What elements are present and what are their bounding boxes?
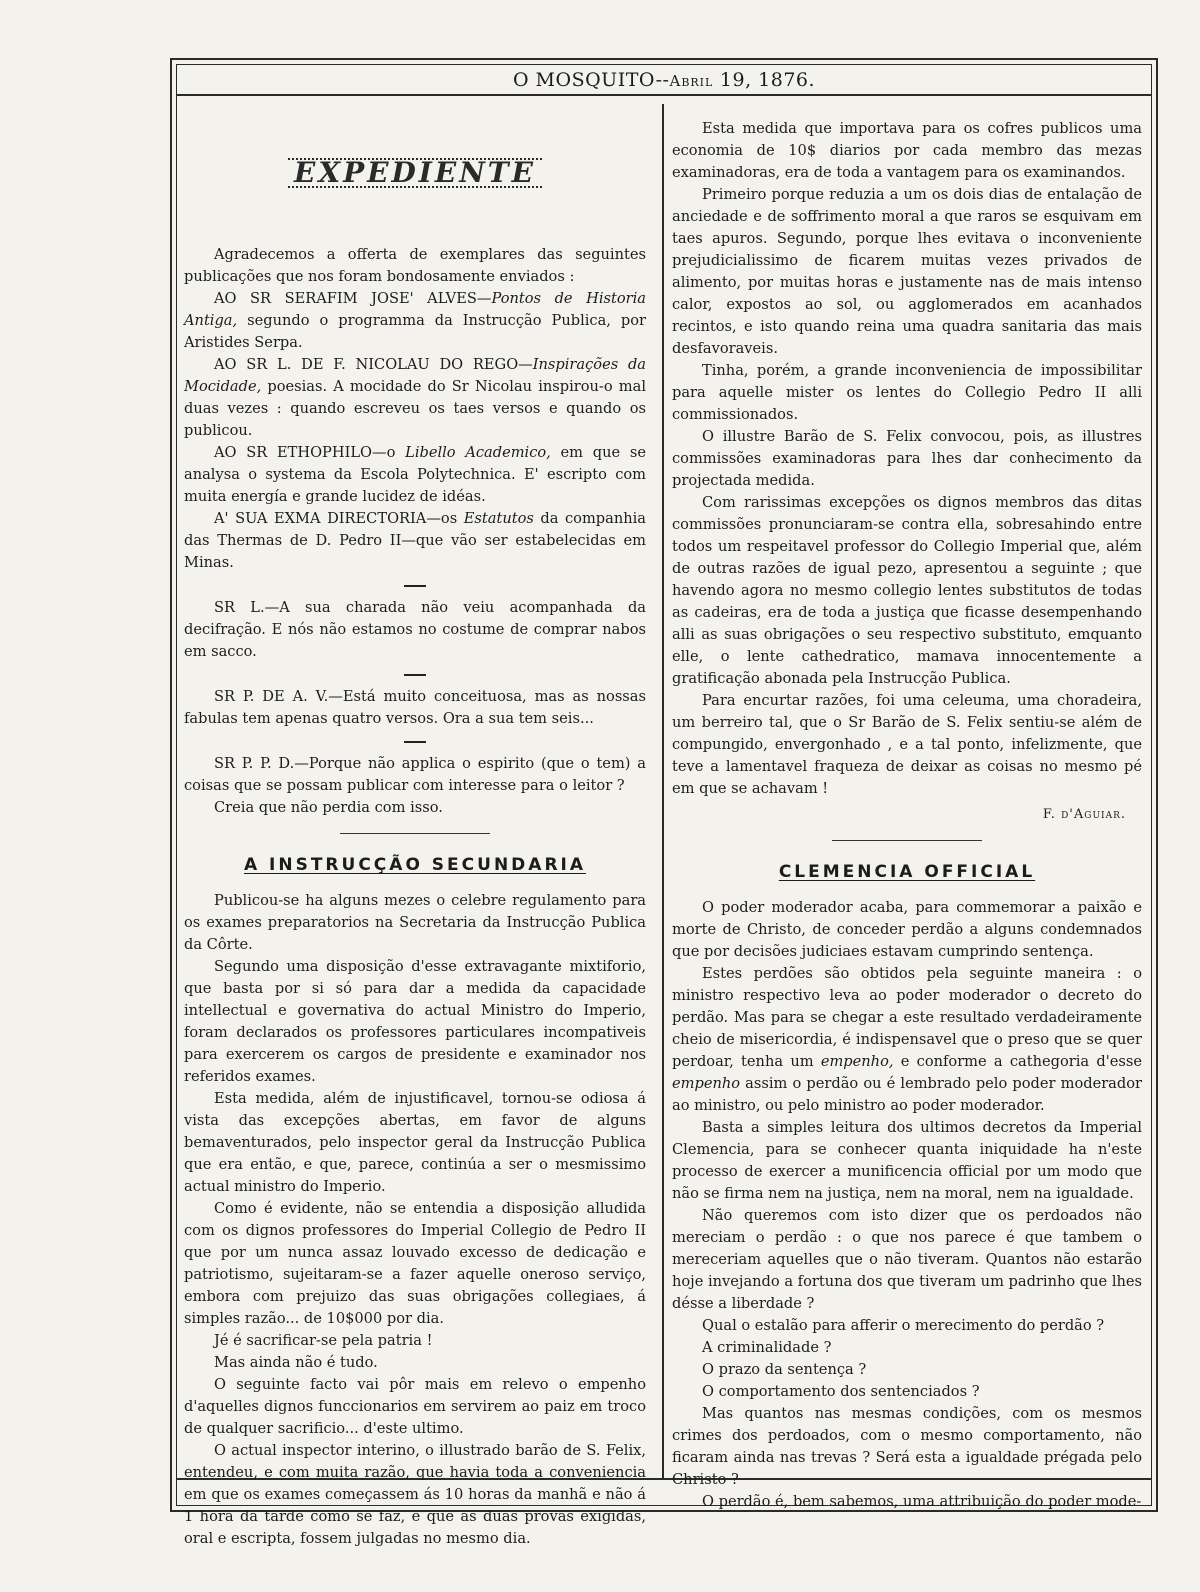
section-title-instruccao: A INSTRUCÇÃO SECUNDARIA: [243, 855, 587, 875]
note-sr-ppd-cont: Creia que não perdia com isso.: [214, 799, 443, 816]
article-paragraph: Como é evidente, não se entendia a disposição alludida com os dignos professores do Imperial Collegio de Pedro II que por um nunca assaz louvado excesso de dedicação e patriotismo, sujeitaram-se a fazer aquelle oneroso serviço, embora com prejuizo das suas obrigações collegiaes, á simples razão... de 10$000 por dia.: [184, 1200, 646, 1327]
separator-dash: [404, 674, 426, 676]
article-paragraph: Tinha, porém, a grande inconveniencia de impossibilitar para aquelle mister os lentes do Collegio Pedro II alli commissionados.: [672, 362, 1142, 423]
section-rule: [832, 840, 982, 841]
section-rule: [340, 833, 490, 834]
item-directoria: A' SUA EXMA DIRECTORIA—os Estatutos da companhia das Thermas de D. Pedro II—que vão ser estabelecidas em Minas.: [184, 510, 646, 571]
article-paragraph: Mas quantos nas mesmas condições, com os mesmos crimes dos perdoados, com o mesmo comportamento, não ficaram ainda nas trevas ? Será esta a igualdade prégada pelo Christo ?: [672, 1405, 1142, 1488]
item-ethophilo: AO SR ETHOPHILO—o Libello Academico, em que se analysa o systema da Escola Polytechnica. E' escripto com muita energía e grande lucidez de idéas.: [184, 444, 646, 505]
expediente-heading: EXPEDIENTE: [184, 130, 646, 216]
author-signature: F. d'Aguiar.: [1042, 807, 1126, 822]
article-paragraph: Estes perdões são obtidos pela seguinte maneira : o ministro respectivo leva ao poder moderador o decreto do perdão. Mas para se chegar a este resultado verdadeiramente cheio de misericordia, é indispensavel que o preso que se quer perdoar, tenha um empenho, e conforme a cathegoria d'esse empenho assim o perdão ou é lembrado pelo poder moderador ao ministro, ou pelo ministro ao poder moderador.: [672, 965, 1142, 1114]
article-paragraph: O seguinte facto vai pôr mais em relevo o empenho d'aquelles dignos funccionarios em servirem ao paiz em troco de qualquer sacrificio... d'este ultimo.: [184, 1376, 646, 1437]
item-serafim: AO SR SERAFIM JOSE' ALVES—Pontos de Historia Antiga, segundo o programma da Instrucção Publica, por Aristides Serpa.: [184, 290, 646, 351]
page-header: [176, 64, 1152, 96]
article-paragraph: Jé é sacrificar-se pela patria !: [214, 1332, 433, 1349]
article-paragraph: O prazo da sentença ?: [702, 1361, 867, 1378]
intro-paragraph: Agradecemos a offerta de exemplares das seguintes publicações que nos foram bondosamente enviados :: [184, 246, 646, 285]
article-paragraph: Para encurtar razões, foi uma celeuma, uma choradeira, um berreiro tal, que o Sr Barão de S. Felix sentiu-se além de compungido, envergonhado , e a tal ponto, infelizmente, que teve a lamentavel fraqueza de deixar as coisas no mesmo pé em que se achavam !: [672, 692, 1142, 797]
note-sr-l: SR L.—A sua charada não veiu acompanhada da decifração. E nós não estamos no costume de comprar nabos em sacco.: [184, 599, 646, 660]
left-column: [184, 96, 646, 1550]
article-paragraph: A criminalidade ?: [702, 1339, 832, 1356]
article-paragraph: O poder moderador acaba, para commemorar a paixão e morte de Christo, de conceder perdão a alguns condemnados que por decisões judiciaes estavam cumprindo sentença.: [672, 899, 1142, 960]
header-date: 19, 1876.: [719, 69, 816, 91]
note-sr-pdav: SR P. DE A. V.—Está muito conceituosa, mas as nossas fabulas tem apenas quatro versos. Ora a sua tem seis...: [184, 688, 646, 727]
header-title: O MOSQUITO--: [512, 69, 670, 91]
separator-dash: [404, 741, 426, 743]
item-nicolau: AO SR L. DE F. NICOLAU DO REGO—Inspirações da Mocidade, poesias. A mocidade do Sr Nicolau inspirou-o mal duas vezes : quando escreveu os taes versos e quando os publicou.: [184, 356, 647, 439]
article-paragraph: Basta a simples leitura dos ultimos decretos da Imperial Clemencia, para se conhecer quanta iniquidade ha n'este processo de exercer a munificencia official por um modo que não se firma nem na justiça, nem na moral, nem na igualdade.: [672, 1119, 1142, 1202]
section-title-clemencia: CLEMENCIA OFFICIAL: [778, 862, 1036, 882]
article-paragraph: Mas ainda não é tudo.: [214, 1354, 378, 1371]
separator-dash: [404, 585, 426, 587]
article-paragraph: Qual o estalão para afferir o merecimento do perdão ?: [702, 1317, 1105, 1334]
article-paragraph: O perdão é, bem sabemos, uma attribuição do poder mode-: [702, 1493, 1142, 1510]
article-paragraph: Com rarissimas excepções os dignos membros das ditas commissões pronunciaram-se contra ella, sobresahindo entre todos um respeitavel professor do Collegio Imperial que, além de outras razões de igual pezo, apresentou a seguinte ; que havendo agora no mesmo collegio lentes substitutos de todas as cadeiras, era de toda a justiça que ficasse desempenhando alli as suas obrigações o seu respectivo substituto, emquanto elle, o lente cathedratico, mamava innocentemente a gratificação abonada pela Instrucção Publica.: [672, 494, 1142, 687]
article-paragraph: Esta medida, além de injustificavel, tornou-se odiosa á vista das excepções abertas, em favor de alguns bemaventurados, pelo inspector geral da Instrucção Publica que era então, e que, parece, continúa a ser o mesmissimo actual ministro do Imperio.: [184, 1090, 646, 1195]
article-paragraph: Segundo uma disposição d'esse extravagante mixtiforio, que basta por si só para dar a medida da capacidade intellectual e governativa do actual Ministro do Imperio, foram declarados os professores particulares incompativeis para exercerem os cargos de presidente e examinador nos referidos exames.: [184, 958, 646, 1085]
header-month: Abril: [669, 72, 714, 90]
article-paragraph: Publicou-se ha alguns mezes o celebre regulamento para os exames preparatorios na Secretaria da Instrucção Publica da Côrte.: [184, 892, 646, 953]
article-paragraph: O illustre Barão de S. Felix convocou, pois, as illustres commissões examinadoras para lhes dar conhecimento da projectada medida.: [672, 428, 1142, 489]
article-paragraph: O comportamento dos sentenciados ?: [702, 1383, 980, 1400]
article-paragraph: Esta medida que importava para os cofres publicos uma economia de 10$ diarios por cada membro das mezas examinadoras, era de toda a vantagem para os examinandos.: [672, 120, 1142, 181]
article-paragraph: O actual inspector interino, o illustrado barão de S. Felix, entendeu, e com muita razão, que havia toda a conveniencia em que os exames começassem ás 10 horas da manhã e não á 1 hora da tarde como se faz, e que as duas provas exigidas, oral e escripta, fossem julgadas no mesmo dia.: [184, 1442, 646, 1547]
note-sr-ppd: SR P. P. D.—Porque não applica o espirito (que o tem) a coisas que se possam publicar com interesse para o leitor ?: [184, 755, 646, 794]
column-divider: [662, 104, 664, 1478]
article-paragraph: Não queremos com isto dizer que os perdoados não mereciam o perdão : o que nos parece é que tambem o mereceriam aquelles que o não tiveram. Quantos não estarão hoje invejando a fortuna dos que tiveram um padrinho que lhes désse a liberdade ?: [672, 1207, 1143, 1312]
article-paragraph: Primeiro porque reduzia a um os dois dias de entalação de anciedade e de soffrimento moral a que raros se esquivam em taes apuros. Segundo, porque lhes evitava o inconveniente prejudicialissimo de ficarem muitas vezes privados de alimento, por muitas horas e justamente nas de mais intenso calor, expostos ao sol, ou agglomerados em acanhados recintos, e isto quando reina uma quadra sanitaria das mais desfavoraveis.: [672, 186, 1142, 357]
right-column: [672, 96, 1142, 1513]
